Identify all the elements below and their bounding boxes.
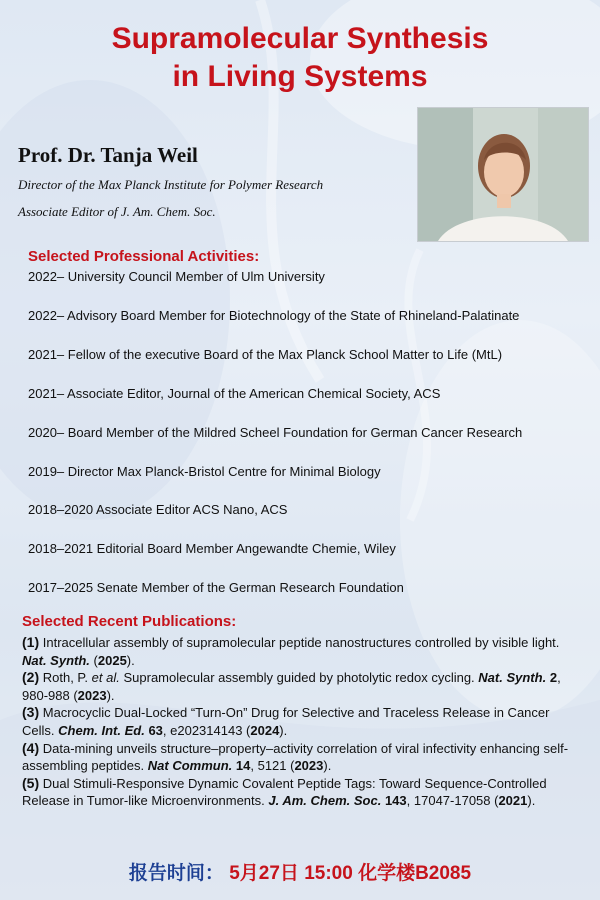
publication-number: (3) bbox=[22, 704, 40, 721]
activity-item: 2022– Advisory Board Member for Biotechnology of the State of Rhineland-Palatinate bbox=[28, 308, 520, 323]
schedule-date-time: 5月27日 15:00 bbox=[229, 863, 353, 884]
publication-journal: Chem. Int. Ed. bbox=[58, 722, 145, 738]
publication-journal: Nat. Synth. bbox=[22, 652, 90, 668]
publication-text: Dual Stimuli-Responsive Dynamic Covalent Peptide Tags: Toward Sequence-Controlled Release in Tumor-like Microenvironments. bbox=[22, 775, 547, 809]
publication-year: 2024 bbox=[250, 722, 280, 738]
publication-text: Intracellular assembly of supramolecular peptide nanostructures controlled by visible light. bbox=[42, 635, 560, 650]
activity-item: 2020– Board Member of the Mildred Scheel Foundation for German Cancer Research bbox=[28, 425, 523, 440]
publication-end: ). bbox=[527, 793, 536, 809]
schedule-label: 报告时间： bbox=[128, 863, 224, 884]
title-line-1: Supramolecular Synthesis bbox=[111, 22, 489, 55]
publication-number: (1) bbox=[22, 634, 40, 650]
publication-item bbox=[22, 634, 582, 669]
talk-schedule-footer bbox=[0, 858, 600, 885]
publication-rest: , 17047-17058 ( bbox=[406, 793, 499, 809]
publication-end: ). bbox=[126, 652, 135, 668]
activities-heading: Selected Professional Activities: bbox=[28, 248, 260, 265]
publication-volume: 63 bbox=[148, 722, 163, 738]
activity-item: 2018–2021 Editorial Board Member Angewandte Chemie, Wiley bbox=[28, 541, 396, 556]
publication-year: 2023 bbox=[77, 687, 107, 703]
publication-text: Data-mining unveils structure–property–activity correlation of viral infectivity enhancing self-assembling peptides. bbox=[22, 740, 569, 774]
publication-number: (4) bbox=[22, 739, 40, 756]
publication-journal: J. Am. Chem. Soc. bbox=[268, 793, 382, 809]
activity-item: 2018–2020 Associate Editor ACS Nano, ACS bbox=[28, 502, 288, 517]
activity-item: 2021– Associate Editor, Journal of the American Chemical Society, ACS bbox=[28, 386, 441, 401]
publication-end: ). bbox=[106, 687, 115, 703]
publication-item bbox=[22, 669, 582, 704]
activity-item: 2017–2025 Senate Member of the German Research Foundation bbox=[28, 580, 404, 595]
publication-rest: , e202314143 ( bbox=[162, 722, 251, 738]
publication-volume: 2 bbox=[549, 670, 558, 686]
title-line-2: in Living Systems bbox=[172, 60, 428, 93]
publication-end: ). bbox=[279, 722, 288, 738]
publication-text: Roth, P. bbox=[42, 670, 89, 686]
speaker-name: Prof. Dr. Tanja Weil bbox=[18, 143, 198, 167]
publication-year: 2025 bbox=[97, 652, 127, 668]
schedule-location: 化学楼B2085 bbox=[358, 863, 472, 884]
publication-etal: et al. bbox=[91, 670, 120, 686]
publication-journal: Nat Commun. bbox=[147, 758, 233, 774]
portrait-illustration bbox=[418, 108, 588, 241]
activity-item: 2022– University Council Member of Ulm University bbox=[28, 269, 325, 284]
publication-text: Macrocyclic Dual-Locked “Turn-On” Drug for Selective and Traceless Release in Cancer Cells. bbox=[22, 705, 550, 738]
speaker-role-director: Director of the Max Planck Institute for Polymer Research bbox=[18, 177, 324, 192]
activity-item: 2019– Director Max Planck-Bristol Centre for Minimal Biology bbox=[28, 464, 381, 479]
activity-item: 2021– Fellow of the executive Board of the Max Planck School Matter to Life (MtL) bbox=[28, 347, 503, 362]
publication-journal: Nat. Synth. bbox=[478, 670, 547, 686]
poster-title bbox=[0, 20, 600, 96]
publication-volume: 143 bbox=[384, 793, 407, 809]
publication-text-2: Supramolecular assembly guided by photolytic redox cycling. bbox=[123, 670, 475, 686]
publication-rest: ( bbox=[93, 652, 98, 668]
publication-number: (5) bbox=[22, 774, 40, 791]
publication-year: 2021 bbox=[498, 793, 528, 809]
publication-number: (2) bbox=[22, 669, 40, 686]
speaker-role-editor: Associate Editor of J. Am. Chem. Soc. bbox=[18, 204, 216, 219]
publication-rest: , 980-988 ( bbox=[22, 670, 561, 703]
publication-item bbox=[22, 740, 582, 775]
publication-item bbox=[22, 775, 582, 810]
publication-year: 2023 bbox=[294, 758, 324, 774]
publication-item bbox=[22, 704, 582, 739]
publication-end: ). bbox=[323, 758, 332, 774]
publication-volume: 14 bbox=[235, 758, 251, 774]
publications-list bbox=[22, 634, 582, 810]
speaker-portrait-photo bbox=[417, 107, 589, 242]
publication-rest: , 5121 ( bbox=[250, 758, 295, 774]
publications-heading: Selected Recent Publications: bbox=[22, 613, 237, 630]
